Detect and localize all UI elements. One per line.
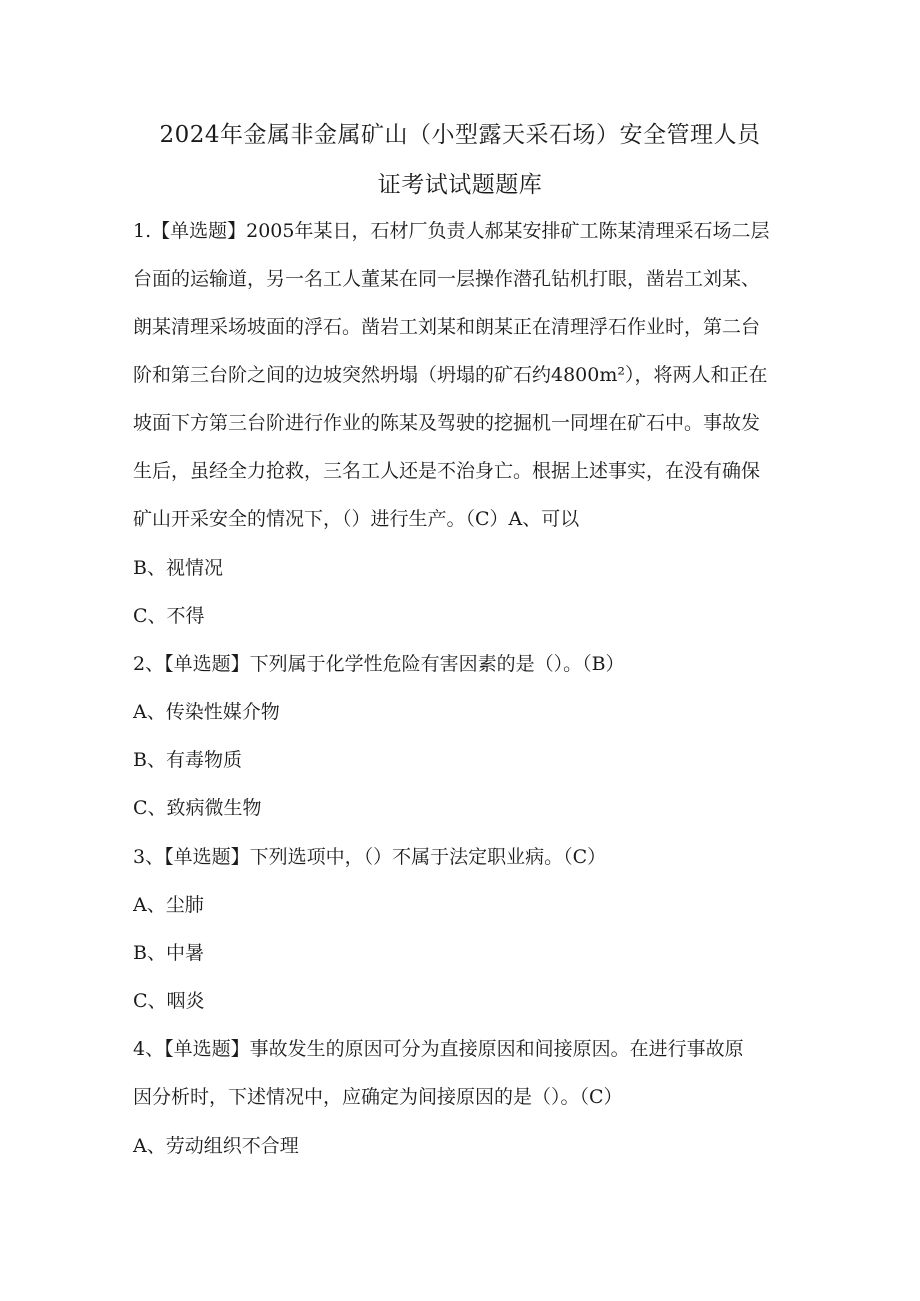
question-4-text-line: 因分析时，下述情况中，应确定为间接原因的是（）。（C） (133, 1086, 623, 1108)
question-2-text-line: 2、【单选题】下列属于化学性危险有害因素的是（）。（B） (133, 653, 625, 675)
question-2-option-b: B、有毒物质 (133, 749, 242, 771)
question-1-text-line: 矿山开采安全的情况下，（）进行生产。（C）A、可以 (133, 508, 580, 530)
question-4-option-a: A、劳动组织不合理 (133, 1135, 299, 1157)
question-2-option-a: A、传染性媒介物 (133, 701, 280, 723)
question-1-text-line: 坡面下方第三台阶进行作业的陈某及驾驶的挖掘机一同埋在矿石中。事故发 (133, 412, 761, 434)
question-3-option-a: A、尘肺 (133, 894, 204, 916)
document-title-line-1: 2024年金属非金属矿山（小型露天采石场）安全管理人员 (159, 122, 761, 148)
question-1-option-c: C、不得 (133, 605, 205, 627)
question-1-text-line: 阶和第三台阶之间的边坡突然坍塌（坍塌的矿石约4800m²），将两人和正在 (133, 364, 768, 386)
question-1-text-line: 台面的运输道，另一名工人董某在同一层操作潜孔钻机打眼，凿岩工刘某、 (133, 268, 761, 290)
question-3-text-line: 3、【单选题】下列选项中，（）不属于法定职业病。（C） (133, 846, 607, 868)
question-1-option-b: B、视情况 (133, 557, 223, 579)
question-1-text-line: 生后，虽经全力抢救，三名工人还是不治身亡。根据上述事实，在没有确保 (133, 460, 761, 482)
document-title-line-2: 证考试试题题库 (377, 172, 543, 198)
question-2-option-c: C、致病微生物 (133, 797, 262, 819)
question-3-option-c: C、咽炎 (133, 990, 205, 1012)
question-3-option-b: B、中暑 (133, 942, 204, 964)
question-1-text-line: 朗某清理采场坡面的浮石。凿岩工刘某和朗某正在清理浮石作业时，第二台 (133, 316, 761, 338)
question-4-text-line: 4、【单选题】事故发生的原因可分为直接原因和间接原因。在进行事故原 (133, 1038, 744, 1060)
question-1-text-line: 1.【单选题】2005年某日，石材厂负责人郝某安排矿工陈某清理采石场二层 (133, 220, 770, 242)
